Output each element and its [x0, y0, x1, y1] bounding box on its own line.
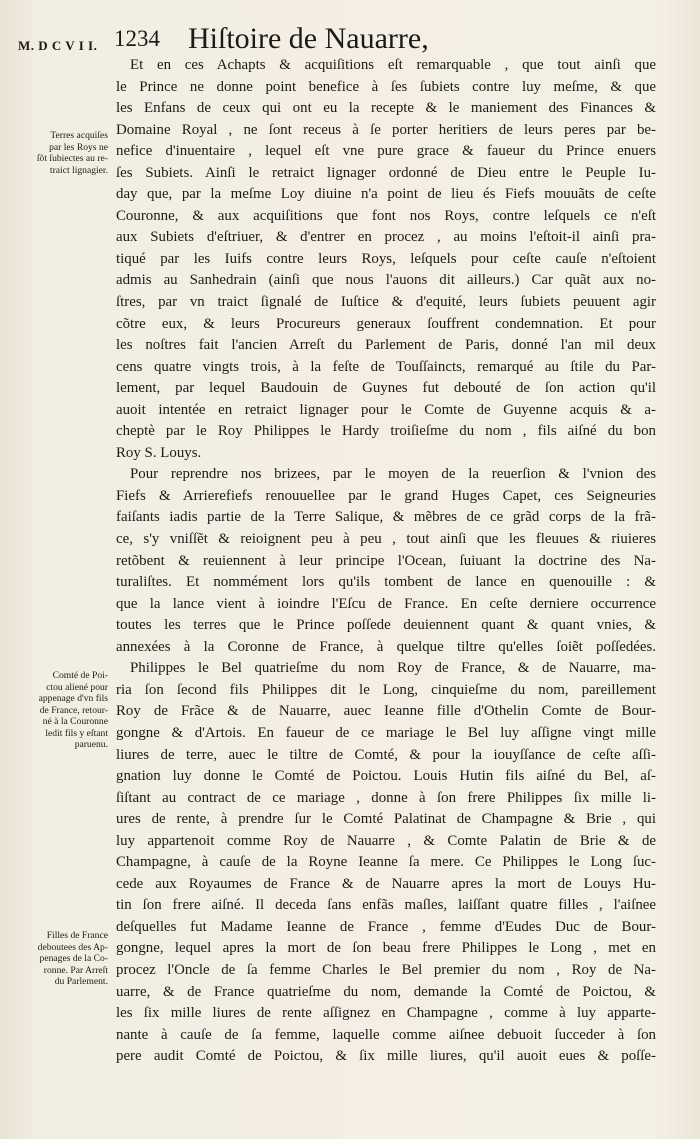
- note-line: Filles de France: [46, 930, 108, 941]
- note-line: penages de la Co-: [39, 953, 108, 964]
- text-line: ſes Subiets. Ainſi le retraict lignager ordonné de Dieu entre le Peuple Iu-: [116, 164, 656, 181]
- text-line: Champagne, à cauſe de la Royne Ieanne ſa mere. Ce Philippes le Long ſuc-: [116, 854, 656, 871]
- note-line: du Parlement.: [54, 976, 108, 987]
- text-line: Roy S. Louys.: [116, 444, 202, 461]
- text-line: Roy de Frãce & de Nauarre, auec Ieanne fille d'Othelin Comte de Bour-: [116, 703, 656, 720]
- running-title: Hiſtoire de Nauarre,: [188, 22, 429, 55]
- text-line: toutes les terres que le Prince poſſede deuiennent quant & quant vnies, &: [116, 617, 656, 634]
- text-line: les noſtres fait l'ancien Arreſt du Parlement de Paris, donné l'an mil deux: [116, 337, 656, 354]
- text-line: Pour reprendre nos brizees, par le moyen de la reuerſion & l'vnion des: [130, 466, 656, 483]
- note-line: par les Roys ne: [49, 141, 108, 153]
- text-line: nante à cauſe de ſa femme, laquelle comme aiſnee debuoit ſucceder à ſon: [116, 1026, 656, 1043]
- text-line: Philippes le Bel quatrieſme du nom Roy de France, & de Nauarre, ma-: [130, 660, 656, 677]
- note-line: Terres acquiſes: [50, 130, 108, 141]
- note-line: ronne. Par Arreſt: [43, 964, 108, 976]
- text-line: ria ſon ſecond fils Philippes dit le Long, cinquieſme du nom, pareillement: [116, 681, 656, 698]
- text-line: day que, par la meſme Loy diuine n'a point de lieu és Fiefs mouuãts de ceſte: [116, 186, 656, 203]
- text-line: deſquelles fut Madame Ieanne de France , femme d'Eudes Duc de Bour-: [116, 918, 656, 935]
- text-line: annexées à la Coronne de France, à quelque tiltre qu'elles ſoiẽt poſſedées.: [116, 638, 656, 655]
- text-line: les ſix mille liures de rente aſſignez en Champagne , comme à luy apparte-: [116, 1005, 656, 1022]
- margin-note-terres: [20, 130, 108, 176]
- margin-note-filles: [20, 930, 108, 988]
- note-line: né à la Couronne: [42, 716, 108, 727]
- note-line: ſõt ſubiectes au re-: [36, 153, 108, 164]
- text-line: gongne & d'Artois. En faueur de ce mariage le Bel luy aſſigne vingt mille: [116, 724, 656, 741]
- text-line: Fiefs & Arrierefiefs renouuellee par le grand Huges Capet, ces Seigneuries: [116, 487, 656, 504]
- text-line: Couronne, & aux acquiſitions que font nos Roys, contre leſquels ce n'eſt: [116, 207, 656, 224]
- note-line: traict lignagier.: [49, 164, 108, 176]
- text-line: cede aux Royaumes de France & de Nauarre apres la mort de Louys Hu-: [116, 875, 656, 892]
- margin-note-poictou: [20, 670, 108, 751]
- year-heading: M. D C V I I.: [18, 38, 98, 53]
- note-line: Comté de Poi-: [52, 670, 108, 681]
- text-line: tiqué par les Iuifs contre leurs Roys, leſquels pour ceſte cauſe n'eſtoient: [116, 250, 656, 267]
- main-text: [116, 55, 656, 1068]
- text-line: retõbent & reuiennent à leur principe l'Ocean, ſuiuant la doctrine des Na-: [116, 552, 656, 569]
- text-line: le Prince ne donne point benefice à ſes ſubiets contre luy meſme, & que: [116, 78, 656, 95]
- text-line: tin ſon frere aiſné. Il deceda ſans enfãs maſles, laiſſant quatre filles , l'aiſnee: [116, 897, 656, 914]
- text-line: que la lance vient à ioindre l'Eſcu de France. En ceſte derniere occurrence: [116, 595, 656, 612]
- text-line: procez l'Oncle de ſa femme Charles le Bel premier du nom , Roy de Na-: [116, 961, 656, 978]
- note-line: ledit fils y eſtant: [45, 727, 108, 739]
- text-line: lement, par lequel Baudouin de Guynes fut debouté de ſon action qu'il: [116, 380, 656, 397]
- text-line: cens quatre vingts trois, à la feſte de Touſſaincts, remarqué au ſtile du Par-: [116, 358, 656, 375]
- text-line: admis au Sanhedrain (ainſi que nous l'auons dit ailleurs.) Car quãt aux no-: [116, 272, 656, 289]
- note-line: de France, retour-: [39, 704, 108, 716]
- text-line: uarre, & de France quatrieſme du nom, demande la Comté de Poictou, &: [116, 983, 656, 1000]
- text-line: aux Subiets d'eſtriuer, & d'entrer en procez , au moins l'eſtoit-il ainſi pra-: [116, 229, 656, 246]
- note-line: deboutees des Ap-: [37, 941, 108, 953]
- text-line: turaliſtes. Et nommément lors qu'ils tombent de lance en quenouille : &: [116, 574, 656, 591]
- text-line: nefice d'inuentaire , lequel eſt vne pure grace & faueur du Prince enuers: [116, 143, 656, 160]
- text-line: les Enfans de ceux qui ont eu la recepte & le maniement des Finances &: [116, 100, 656, 117]
- text-line: ſtres, par vn traict ſignalé de Iuſtice & d'equité, leurs ſubiets peuuent agir: [116, 294, 656, 311]
- text-line: gongne, lequel apres la mort de ſon beau frere Philippes le Long , met en: [116, 940, 656, 957]
- text-line: faiſants iadis partie de la Terre Salique, & mẽbres de ce grãd corps de la frã-: [116, 509, 656, 526]
- text-line: Domaine Royal , ne ſont receus à ſe porter heritiers de leurs peres par be-: [116, 121, 656, 138]
- text-line: liures de terre, auec le tiltre de Comté, & pour la iouyſſance de ceſte aſſi-: [116, 746, 656, 763]
- text-line: ſiſtant au contract de ce mariage , donne à ſon frere Philippes ſix mille li-: [116, 789, 656, 806]
- note-line: appenage d'vn fils: [38, 693, 108, 704]
- page-number: 1234: [114, 26, 160, 51]
- text-line: Et en ces Achapts & acquiſitions eſt remarquable , que tout ainſi que: [130, 57, 656, 73]
- text-line: pere audit Comté de Poictou, & ſix mille liures, qu'il auoit eues & poſſe-: [116, 1048, 656, 1065]
- text-line: cõtre eux, & leurs Procureurs generaux ſouffrent condemnation. Et pour: [116, 315, 656, 332]
- note-line: paruenu.: [74, 739, 108, 750]
- note-line: ctou alíené pour: [46, 681, 108, 693]
- text-line: ce, s'y vniſſẽt & reioignent peu à peu , tout ainſi que les fleuues & riuieres: [116, 531, 656, 548]
- text-line: gnation luy donne le Comté de Poictou. Louis Hutin fils aiſné du Bel, aſ-: [116, 768, 656, 785]
- text-line: cheptè par le Roy Philippes le Hardy troiſieſme du nom , fils aiſné du bon: [116, 423, 656, 440]
- text-line: ures de rente, à prendre ſur le Comté Palatinat de Champagne & Brie , qui: [116, 811, 656, 828]
- text-line: auoit intentée en retraict lignager pour le Comte de Guyenne acquis & a-: [116, 401, 656, 418]
- text-line: luy appartenoit comme Roy de Nauarre , & Comte Palatin de Brie & de: [116, 832, 656, 849]
